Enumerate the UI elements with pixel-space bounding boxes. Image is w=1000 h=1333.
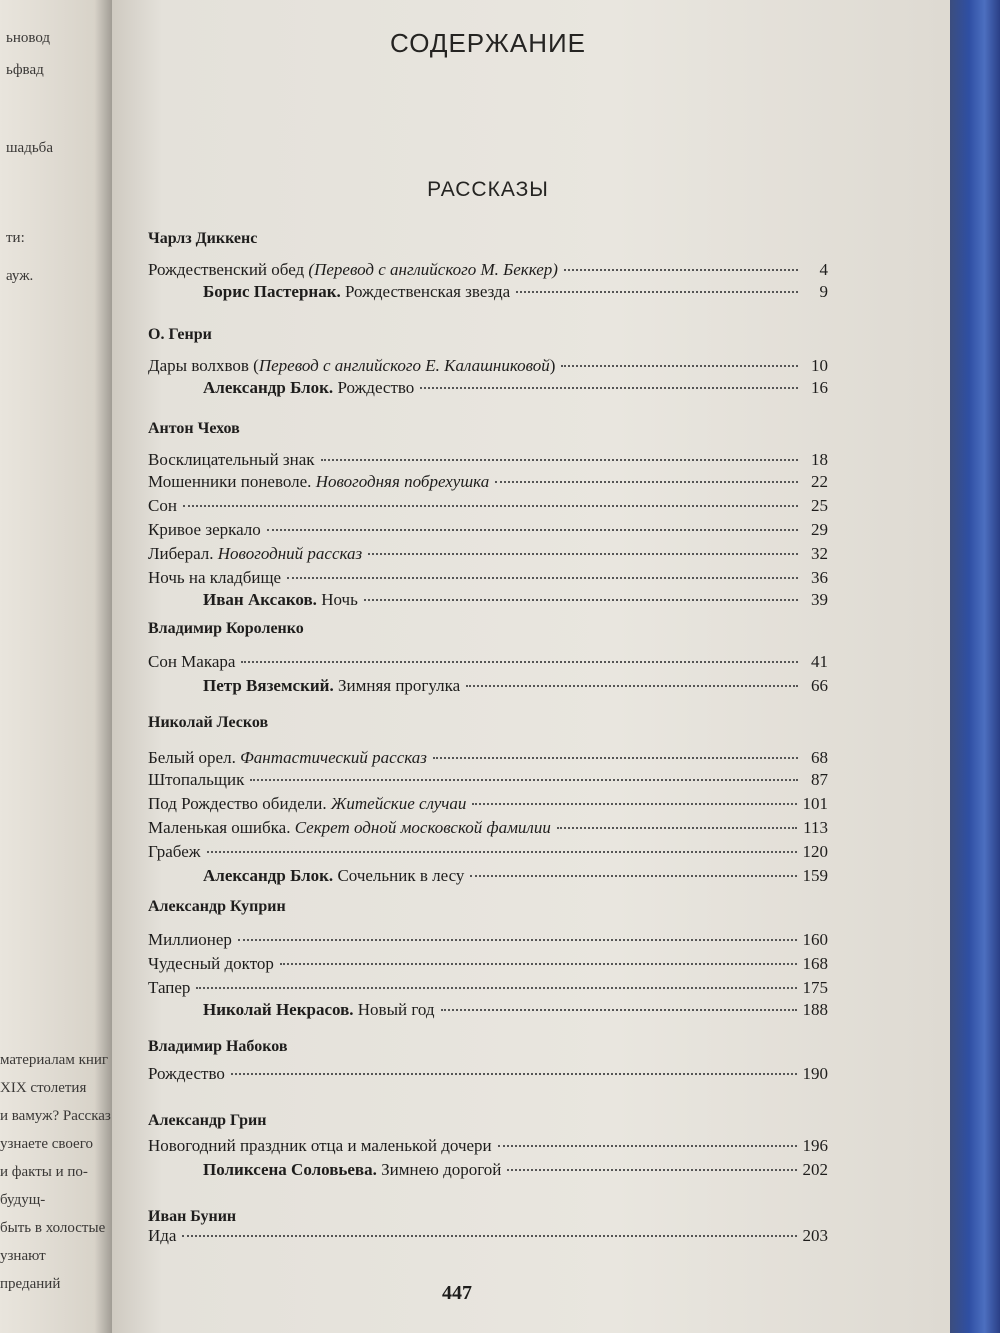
author-name: Иван Бунин bbox=[148, 1208, 237, 1225]
dot-leader bbox=[196, 987, 796, 989]
page-ref: 39 bbox=[811, 590, 828, 609]
dot-leader bbox=[564, 269, 798, 271]
page-ref: 16 bbox=[811, 378, 828, 397]
work-title: Ночь bbox=[316, 590, 358, 609]
work-title: Либерал. bbox=[148, 544, 218, 563]
left-page-text-fragment: ти: bbox=[6, 230, 25, 246]
dot-leader bbox=[183, 505, 798, 507]
page-ref: 188 bbox=[802, 1000, 828, 1019]
page-ref: 36 bbox=[811, 568, 828, 587]
left-page bbox=[0, 0, 118, 1333]
toc-entry bbox=[203, 590, 828, 612]
left-page-text-fragment: ьновод bbox=[6, 30, 51, 46]
work-subtitle: Перевод с английского Е. Калашниковой bbox=[258, 356, 550, 375]
dot-leader bbox=[516, 291, 798, 293]
page-ref: 160 bbox=[802, 930, 828, 949]
page-ref: 190 bbox=[802, 1064, 828, 1083]
poet-name: Александр Блок. bbox=[203, 378, 334, 397]
toc-entry bbox=[148, 568, 828, 590]
left-page-text-fragment: шадьба bbox=[6, 140, 53, 156]
entry-title bbox=[148, 568, 281, 588]
entry-title bbox=[148, 260, 558, 280]
work-title: Под Рождество обидели. bbox=[148, 794, 331, 813]
work-title: Ночь на кладбище bbox=[148, 568, 282, 587]
entry-title bbox=[203, 378, 414, 398]
entry-title bbox=[148, 520, 261, 540]
toc-entry bbox=[148, 794, 828, 816]
left-page-text-fragment: и вамуж? Рассказ bbox=[0, 1108, 111, 1124]
author-name: Антон Чехов bbox=[148, 420, 240, 437]
work-title: Рождественский обед bbox=[148, 260, 309, 279]
dot-leader bbox=[441, 1009, 797, 1011]
work-title: Маленькая ошибка. bbox=[148, 818, 295, 837]
page-ref: 22 bbox=[811, 472, 828, 491]
left-page-text-fragment: ьфвад bbox=[6, 62, 44, 78]
toc-entry bbox=[148, 1226, 828, 1248]
entry-title bbox=[203, 866, 464, 886]
work-title-tail: ) bbox=[549, 356, 556, 375]
entry-title bbox=[148, 842, 201, 862]
left-page-text-fragment: быть в холостые bbox=[0, 1220, 106, 1236]
entry-title bbox=[148, 1136, 492, 1156]
page-ref: 203 bbox=[802, 1226, 828, 1245]
toc-entry bbox=[148, 818, 828, 840]
work-subtitle: Житейские случаи bbox=[330, 794, 467, 813]
work-title: Рождество bbox=[333, 378, 415, 397]
poet-name: Николай Некрасов. bbox=[203, 1000, 354, 1019]
dot-leader bbox=[466, 685, 798, 687]
dot-leader bbox=[561, 365, 798, 367]
toc-entry bbox=[148, 356, 828, 378]
toc-entry bbox=[148, 978, 828, 1000]
dot-leader bbox=[321, 459, 798, 461]
work-title: Тапер bbox=[148, 978, 191, 997]
toc-entry bbox=[148, 544, 828, 566]
page-ref: 175 bbox=[802, 978, 828, 997]
dot-leader bbox=[364, 599, 798, 601]
book-page bbox=[112, 0, 950, 1333]
toc-entry bbox=[148, 954, 828, 976]
entry-title bbox=[148, 472, 489, 492]
page-ref: 10 bbox=[811, 356, 828, 375]
work-subtitle: Новогодний рассказ bbox=[217, 544, 363, 563]
dot-leader bbox=[495, 481, 798, 483]
entry-title bbox=[203, 676, 460, 696]
work-title: Белый орел. bbox=[148, 748, 241, 767]
poet-name: Александр Блок. bbox=[203, 866, 334, 885]
left-page-text-fragment: XIX столетия bbox=[0, 1080, 87, 1096]
work-subtitle: Новогодняя побрехушка bbox=[315, 472, 490, 491]
entry-title bbox=[203, 282, 510, 302]
dot-leader bbox=[182, 1235, 796, 1237]
toc-entry bbox=[148, 748, 828, 770]
toc-entry bbox=[203, 676, 828, 698]
poet-name: Борис Пастернак. bbox=[203, 282, 341, 301]
dot-leader bbox=[420, 387, 798, 389]
toc-entry bbox=[148, 496, 828, 518]
dot-leader bbox=[250, 779, 798, 781]
toc-entry bbox=[203, 378, 828, 400]
entry-title bbox=[148, 818, 551, 838]
entry-title bbox=[148, 954, 274, 974]
left-page-text-fragment: ауж. bbox=[6, 268, 34, 284]
dot-leader bbox=[557, 827, 797, 829]
dot-leader bbox=[231, 1073, 797, 1075]
toc-entry bbox=[148, 930, 828, 952]
entry-title bbox=[148, 770, 244, 790]
entry-title bbox=[148, 794, 466, 814]
entry-title bbox=[148, 450, 315, 470]
left-page-text-fragment: узнаете своего bbox=[0, 1136, 93, 1152]
dot-leader bbox=[267, 529, 798, 531]
dot-leader bbox=[238, 939, 797, 941]
work-subtitle: (Перевод с английского М. Беккер) bbox=[308, 260, 558, 279]
author-name: Александр Куприн bbox=[148, 898, 286, 915]
page-ref: 159 bbox=[802, 866, 828, 885]
page-ref: 41 bbox=[811, 652, 828, 671]
work-title: Ида bbox=[148, 1226, 177, 1245]
entry-title bbox=[203, 1160, 501, 1180]
toc-entry bbox=[148, 472, 828, 494]
toc-entry bbox=[203, 1160, 828, 1182]
page-ref: 87 bbox=[811, 770, 828, 789]
dot-leader bbox=[207, 851, 797, 853]
dot-leader bbox=[287, 577, 798, 579]
dot-leader bbox=[472, 803, 796, 805]
dot-leader bbox=[433, 757, 798, 759]
toc-entry bbox=[148, 520, 828, 542]
toc-entry bbox=[148, 842, 828, 864]
work-subtitle: Фантастический рассказ bbox=[240, 748, 427, 767]
page-ref: 18 bbox=[811, 450, 828, 469]
work-title: Рождество bbox=[148, 1064, 225, 1083]
page-title: СОДЕРЖАНИЕ bbox=[389, 28, 586, 58]
work-title: Мошенники поневоле. bbox=[148, 472, 316, 491]
work-title: Восклицательный знак bbox=[148, 450, 315, 469]
work-title: Чудесный доктор bbox=[148, 954, 274, 973]
dot-leader bbox=[470, 875, 796, 877]
work-title: Сон bbox=[148, 496, 177, 515]
work-title: Кривое зеркало bbox=[148, 520, 261, 539]
entry-title bbox=[148, 1064, 225, 1084]
left-page-text-fragment: преданий bbox=[0, 1276, 61, 1292]
toc-entry bbox=[148, 770, 828, 792]
page-ref: 9 bbox=[819, 282, 828, 301]
work-title: Миллионер bbox=[148, 930, 232, 949]
toc-entry bbox=[203, 282, 828, 304]
entry-title bbox=[148, 978, 190, 998]
left-page-text-fragment: и факты и по- bbox=[0, 1164, 88, 1180]
work-subtitle: Секрет одной московской фамилии bbox=[294, 818, 551, 837]
left-page-text-fragment: узнают bbox=[0, 1248, 46, 1264]
book-cover-edge bbox=[948, 0, 1000, 1333]
dot-leader bbox=[368, 553, 798, 555]
entry-title bbox=[203, 1000, 435, 1020]
author-name: Владимир Короленко bbox=[148, 620, 304, 637]
work-title: Новый год bbox=[353, 1000, 435, 1019]
toc-entry bbox=[203, 866, 828, 888]
page-number: 447 bbox=[442, 1282, 472, 1304]
entry-title bbox=[148, 496, 177, 516]
left-page-text-fragment: материалам книг bbox=[0, 1052, 109, 1068]
page-ref: 66 bbox=[811, 676, 828, 695]
entry-title bbox=[148, 1226, 176, 1246]
author-name: Чарлз Диккенс bbox=[148, 230, 258, 247]
page-ref: 113 bbox=[803, 818, 828, 837]
entry-title bbox=[148, 930, 232, 950]
dot-leader bbox=[241, 661, 798, 663]
toc-entry bbox=[203, 1000, 828, 1022]
entry-title bbox=[148, 356, 555, 376]
page-ref: 202 bbox=[802, 1160, 828, 1179]
toc-entry bbox=[148, 652, 828, 674]
entry-title bbox=[203, 590, 358, 610]
author-name: Александр Грин bbox=[148, 1112, 267, 1129]
work-title: Штопальщик bbox=[148, 770, 245, 789]
page-ref: 101 bbox=[802, 794, 828, 813]
work-title: Сон Макара bbox=[148, 652, 236, 671]
entry-title bbox=[148, 748, 427, 768]
page-ref: 196 bbox=[802, 1136, 828, 1155]
poet-name: Петр Вяземский. bbox=[203, 676, 334, 695]
dot-leader bbox=[507, 1169, 796, 1171]
author-name: О. Генри bbox=[148, 326, 212, 343]
work-title: Рождественская звезда bbox=[340, 282, 511, 301]
entry-title bbox=[148, 652, 235, 672]
page-ref: 68 bbox=[811, 748, 828, 767]
work-title: Сочельник в лесу bbox=[333, 866, 465, 885]
entry-title bbox=[148, 544, 362, 564]
page-ref: 32 bbox=[811, 544, 828, 563]
section-title: РАССКАЗЫ bbox=[427, 178, 549, 201]
poet-name: Иван Аксаков. bbox=[203, 590, 317, 609]
page-ref: 120 bbox=[802, 842, 828, 861]
author-name: Владимир Набоков bbox=[148, 1038, 288, 1055]
page-ref: 4 bbox=[819, 260, 828, 279]
toc-entry bbox=[148, 1136, 828, 1158]
work-title: Новогодний праздник отца и маленькой дочери bbox=[148, 1136, 492, 1155]
toc-entry bbox=[148, 260, 828, 282]
page-ref: 29 bbox=[811, 520, 828, 539]
dot-leader bbox=[280, 963, 797, 965]
work-title: Дары волхвов ( bbox=[148, 356, 259, 375]
left-page-text-fragment: будущ- bbox=[0, 1192, 46, 1208]
page-ref: 25 bbox=[811, 496, 828, 515]
toc-entry bbox=[148, 450, 828, 472]
work-title: Зимнею дорогой bbox=[376, 1160, 502, 1179]
work-title: Грабеж bbox=[148, 842, 201, 861]
poet-name: Поликсена Соловьева. bbox=[203, 1160, 377, 1179]
author-name: Николай Лесков bbox=[148, 714, 269, 731]
dot-leader bbox=[498, 1145, 797, 1147]
work-title: Зимняя прогулка bbox=[333, 676, 461, 695]
toc-entry bbox=[148, 1064, 828, 1086]
page-ref: 168 bbox=[802, 954, 828, 973]
